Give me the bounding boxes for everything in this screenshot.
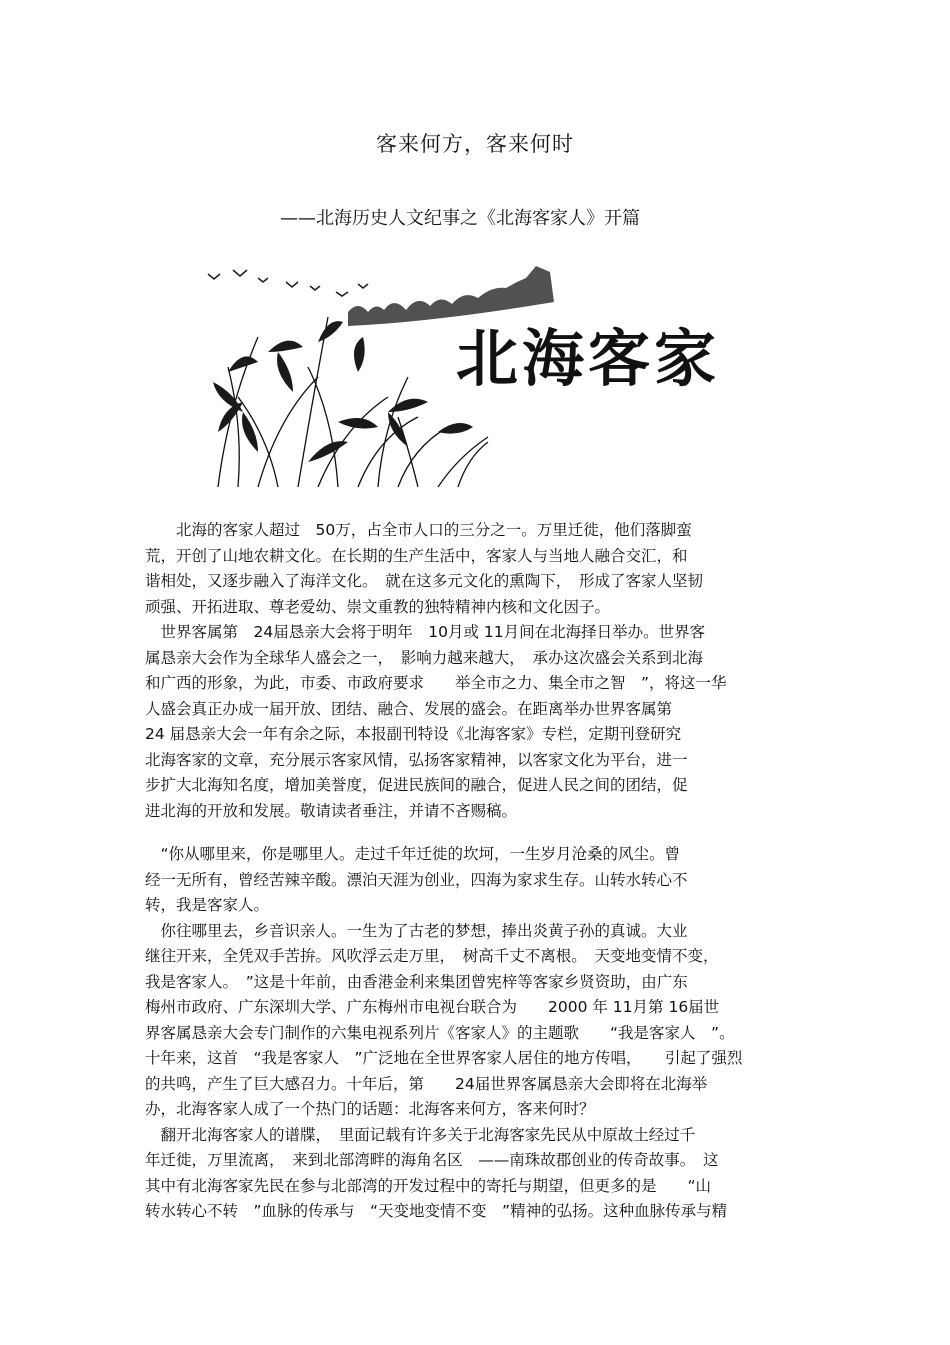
paragraph-line: 北海客家的文章，充分展示客家风情，弘扬客家精神，以客家文化为平台，进一 (145, 750, 688, 769)
banner-calligraphy: 北海客家 (456, 322, 721, 395)
article-subtitle: ——北海历史人文纪事之《北海客家人》开篇 (280, 208, 640, 229)
paragraph-line: 经一无所有，曾经苦辣辛酸。漂泊天涯为创业，四海为家求生存。山转水转心不 (145, 870, 688, 889)
paragraph-line: “你从哪里来，你是哪里人。走过千年迁徙的坎坷，一生岁月沧桑的风尘。曾 (145, 845, 681, 863)
paragraph-line: 北海的客家人超过 50万，占全市人口的三分之一。万里迁徙，他们落脚蛮 (145, 521, 692, 539)
horizon-silhouette (348, 266, 554, 326)
paragraph-line: 你往哪里去，乡音识亲人。一生为了古老的梦想，捧出炎黄子孙的真诚。大业 (145, 921, 688, 940)
paragraph-line: 年迁徙，万里流离， 来到北部湾畔的海角名区 ——南珠故郡创业的传奇故事。 这 (145, 1151, 719, 1169)
paragraph-line: 和广西的形象，为此，市委、市政府要求 举全市之力、集全市之智 ”，将这一华 (145, 674, 727, 692)
grass-illustration (218, 317, 488, 487)
paragraph-line: 人盛会真正办成一届开放、团结、融合、发展的盛会。在距离举办世界客属第 (145, 699, 673, 718)
paragraph-line: 界客属恳亲大会专门制作的六集电视系列片《客家人》的主题歌 “我是客家人 ”。 (145, 1023, 735, 1042)
paragraph-line: 转，我是客家人。 (145, 896, 270, 914)
paragraph-line: 继往开来，全凭双手苦拚。风吹浮云走万里， 树高千丈不离根。 天变地变情不变， (145, 947, 719, 965)
paragraph-line: 的共鸣，产生了巨大感召力。十年后，第 24届世界客属恳亲大会即将在北海举 (145, 1074, 708, 1093)
paragraph-line: 步扩大北海知名度，增加美誉度，促进民族间的融合，促进人民之间的团结，促 (145, 776, 688, 794)
paragraph-line: 属恳亲大会作为全球华人盛会之一， 影响力越来越大， 承办这次盛会关系到北海 (145, 648, 704, 667)
main-section (145, 842, 810, 1225)
paragraph-line: 荒，开创了山地农耕文化。在长期的生产生活中，客家人与当地人融合交汇，和 (145, 546, 688, 565)
paragraph-line: 转水转心不转 ”血脉的传承与 “天变地变情不变 ”精神的弘扬。这种血脉传承与精 (145, 1202, 728, 1220)
birds-illustration (208, 270, 368, 296)
column-banner-illustration (198, 262, 746, 492)
article-title: 客来何方，客来何时 (376, 132, 574, 156)
paragraph-line: 翻开北海客家人的谱牒， 里面记载有许多关于北海客家先民从中原故土经过千 (145, 1125, 696, 1144)
paragraph-line: 办，北海客家人成了一个热门的话题：北海客来何方，客来何时？ (145, 1100, 595, 1118)
paragraph-line: 我是客家人。 ”这是十年前，由香港金利来集团曾宪梓等客家乡贤资助，由广东 (145, 972, 688, 991)
intro-section (145, 518, 810, 824)
paragraph-line: 世界客属第 24届恳亲大会将于明年 10月或 11月间在北海择日举办。世界客 (145, 623, 706, 641)
paragraph-line: 十年来，这首 “我是客家人 ”广泛地在全世界客家人居住的地方传唱， 引起了强烈 (145, 1049, 743, 1067)
paragraph-line: 进北海的开放和发展。敬请读者垂注，并请不吝赐稿。 (145, 801, 518, 820)
paragraph-line: 24 届恳亲大会一年有余之际，本报副刊特设《北海客家》专栏，定期刊登研究 (145, 725, 682, 743)
paragraph-line: 谐相处，又逐步融入了海洋文化。 就在这多元文化的熏陶下， 形成了客家人坚韧 (145, 572, 704, 590)
paragraph-line: 梅州市政府、广东深圳大学、广东梅州市电视台联合为 2000 年 11月第 16届世 (145, 998, 720, 1016)
paragraph-line: 顽强、开拓进取、尊老爱幼、崇文重教的独特精神内核和文化因子。 (145, 597, 611, 616)
paragraph-line: 其中有北海客家先民在参与北部湾的开发过程中的寄托与期望，但更多的是 “山 (145, 1176, 712, 1195)
